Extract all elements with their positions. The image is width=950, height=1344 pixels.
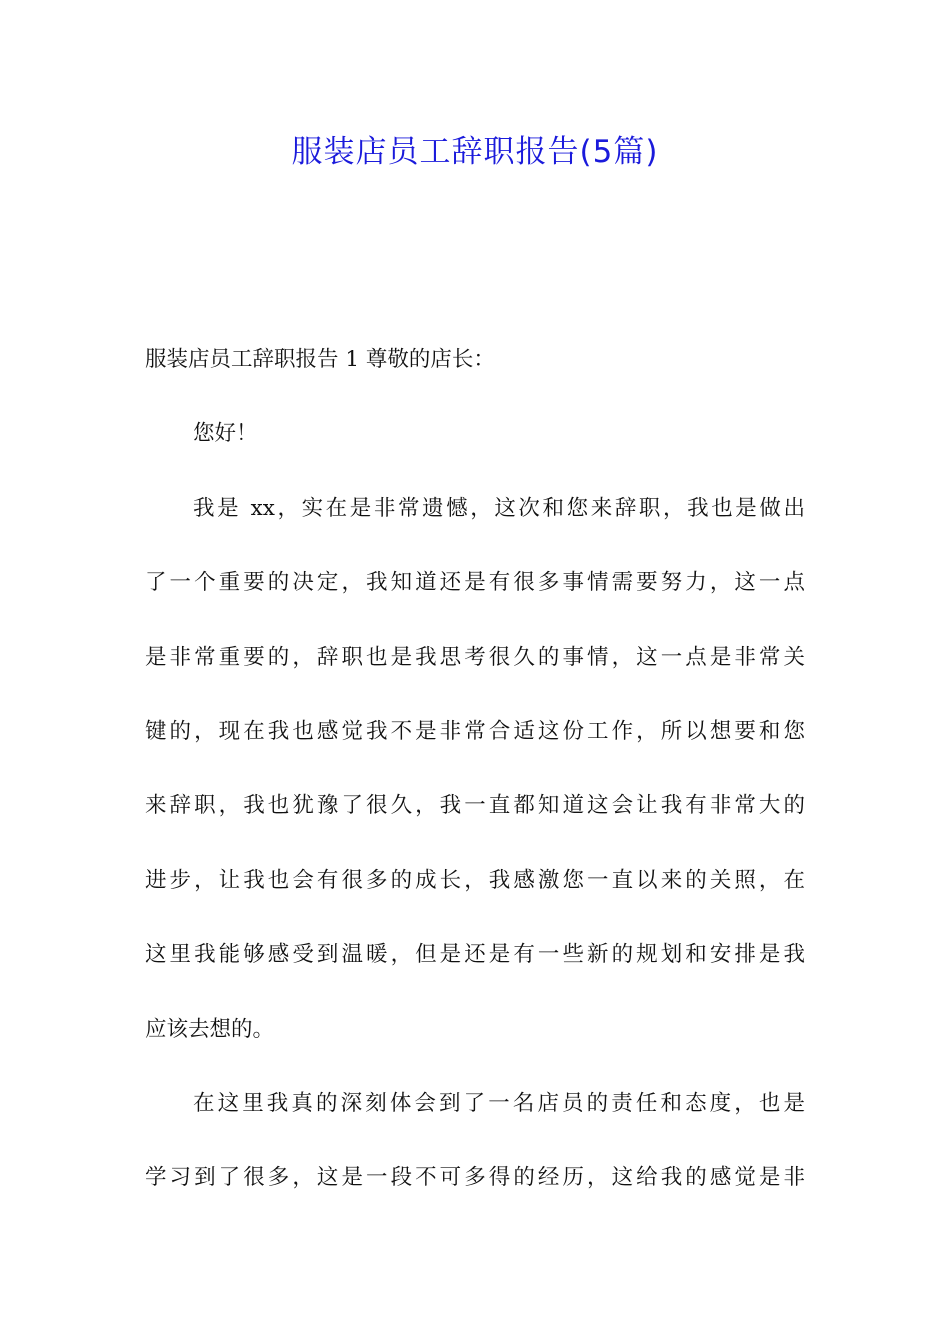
paragraph-line: 进步，让我也会有很多的成长，我感激您一直以来的关照，在 (145, 867, 805, 893)
paragraph-line: 是非常重要的，辞职也是我思考很久的事情，这一点是非常关 (145, 644, 805, 670)
paragraph-line: 应该去想的。 (145, 1016, 275, 1042)
document-body (145, 335, 805, 1228)
paragraph-line: 了一个重要的决定，我知道还是有很多事情需要努力，这一点 (145, 570, 805, 596)
paragraph-line: 键的，现在我也感觉我不是非常合适这份工作，所以想要和您 (145, 718, 805, 744)
paragraph-line: 学习到了很多，这是一段不可多得的经历，这给我的感觉是非 (145, 1165, 805, 1191)
salutation-line: 服装店员工辞职报告 1 尊敬的店长： (145, 347, 495, 372)
greeting-line: 您好！ (193, 421, 258, 447)
paragraph-line: 我是 xx，实在是非常遗憾，这次和您来辞职，我也是做出 (193, 495, 805, 521)
document-title: 服装店员工辞职报告(5篇) (291, 134, 659, 170)
paragraph-line: 在这里我真的深刻体会到了一名店员的责任和态度，也是 (193, 1090, 805, 1116)
paragraph-line: 来辞职，我也犹豫了很久，我一直都知道这会让我有非常大的 (145, 793, 805, 819)
paragraph-line: 这里我能够感受到温暖，但是还是有一些新的规划和安排是我 (145, 942, 805, 968)
